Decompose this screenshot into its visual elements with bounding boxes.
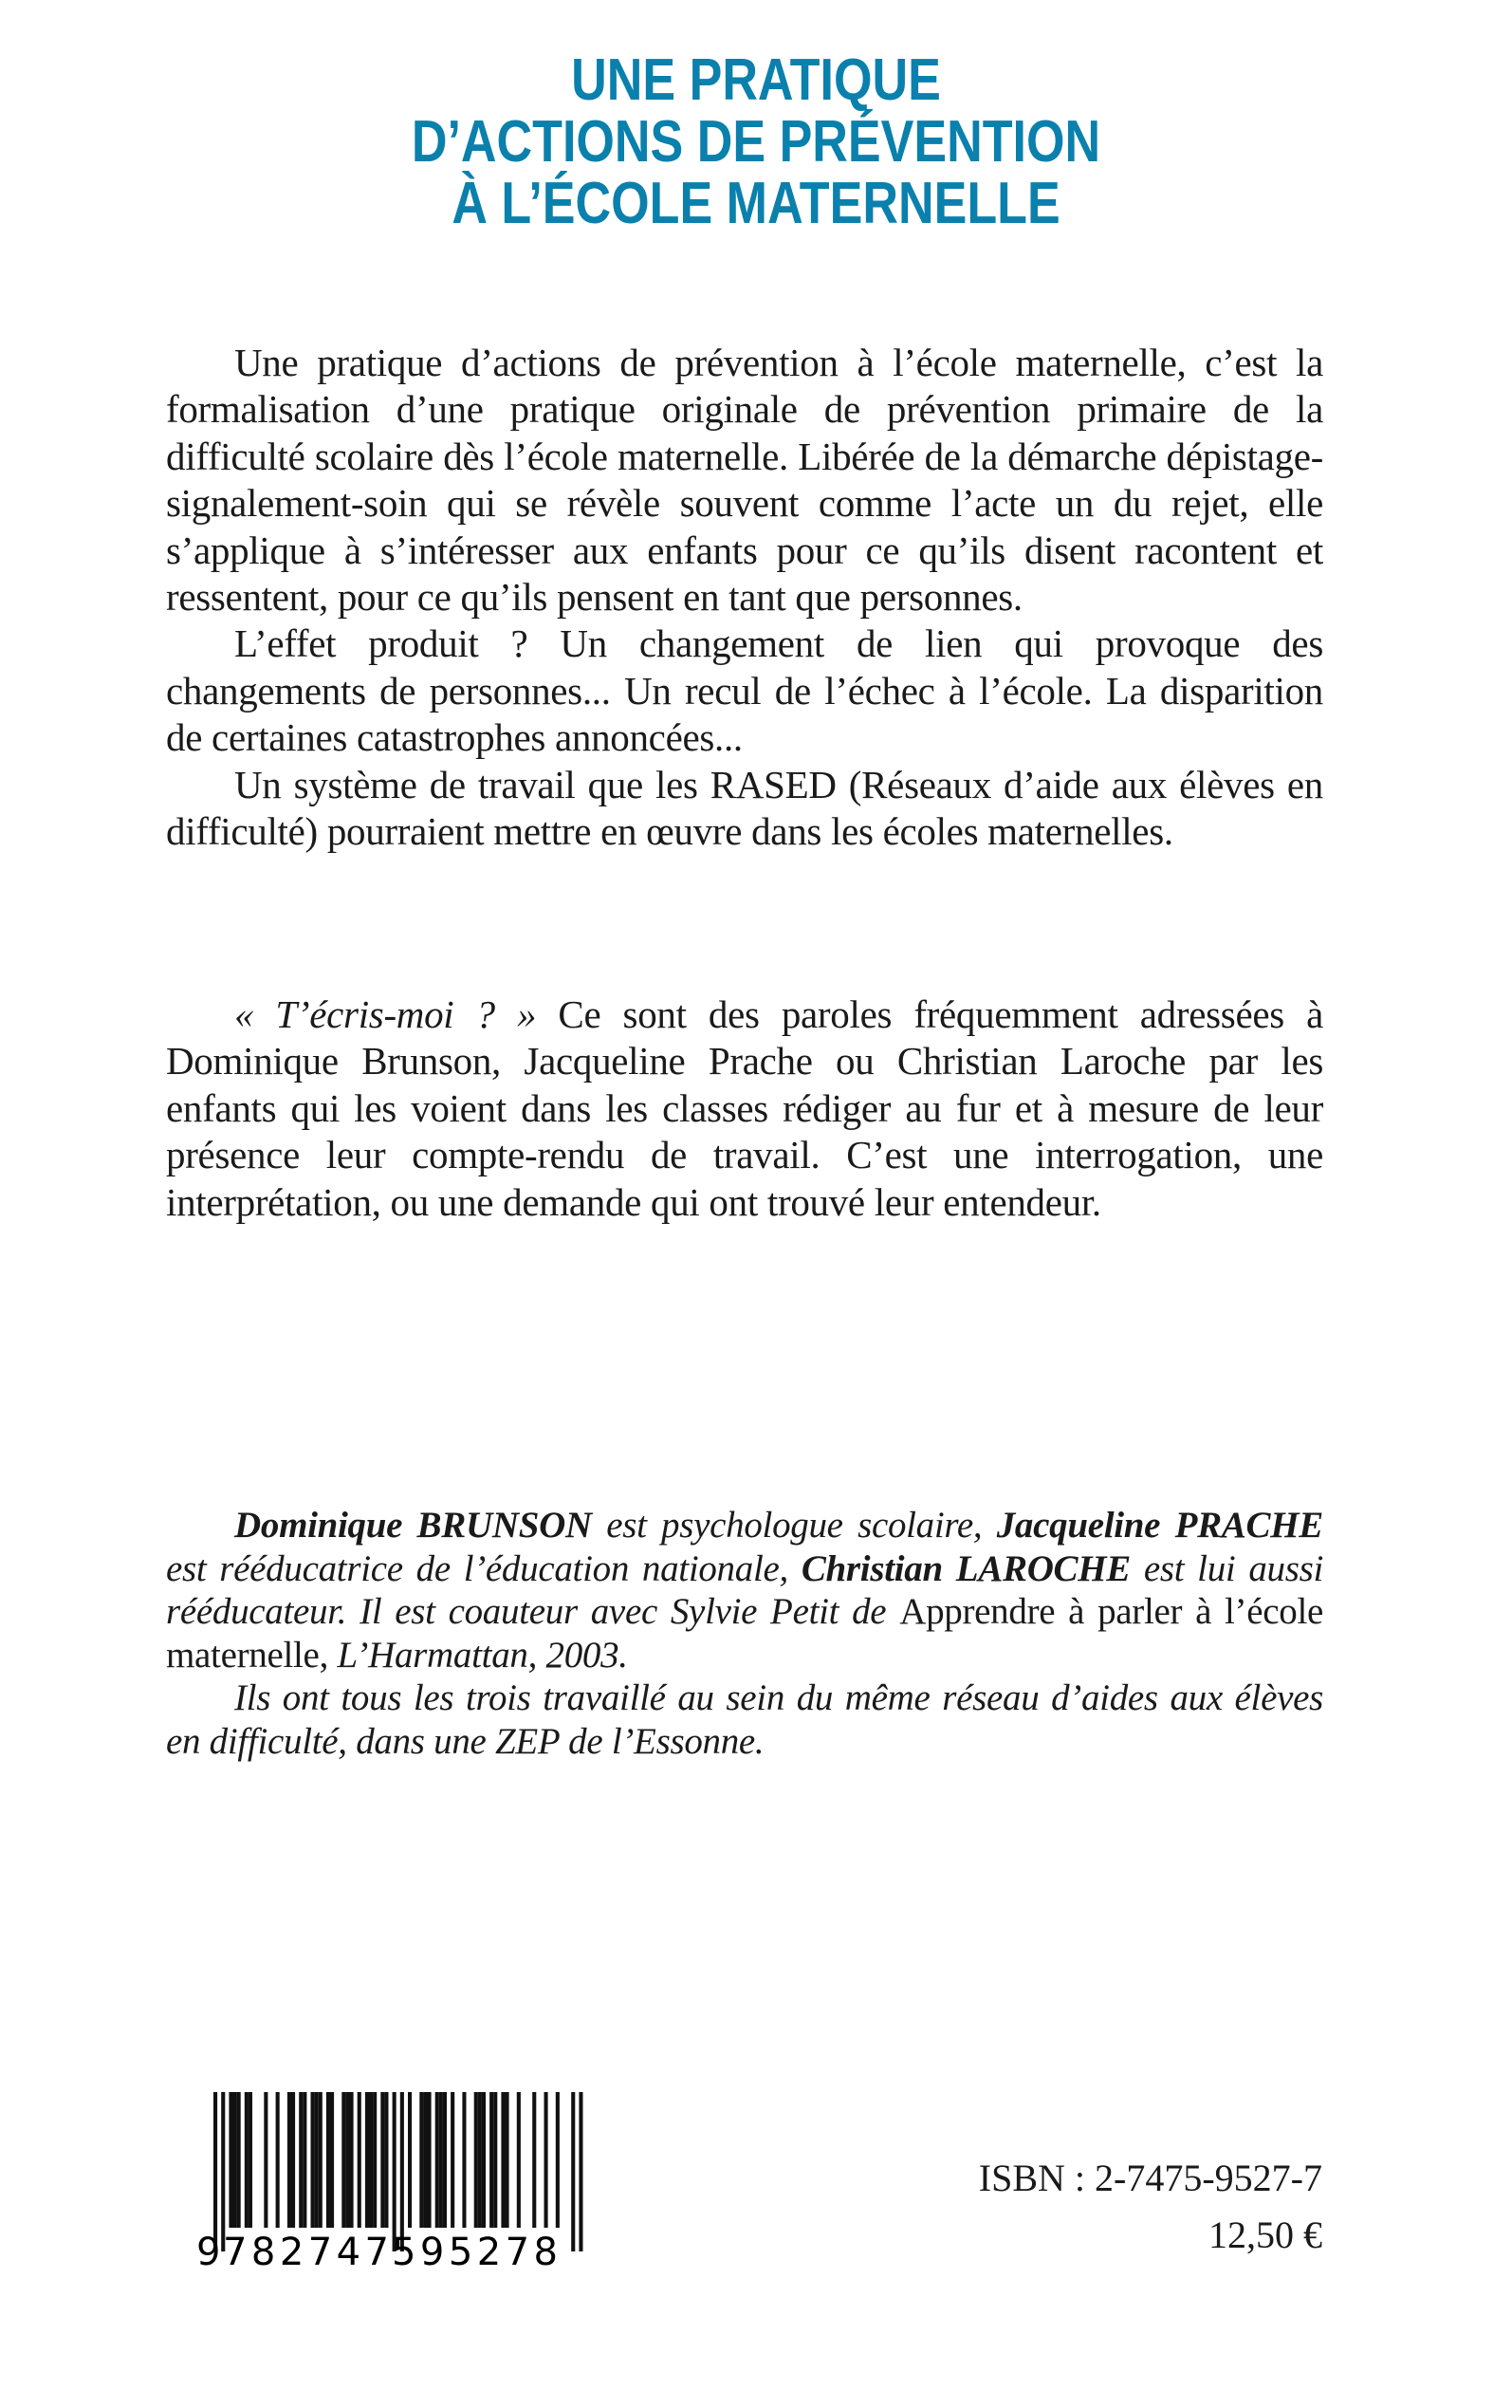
barcode-bar <box>419 2092 423 2228</box>
author-name: Christian LAROCHE <box>801 1547 1132 1589</box>
barcode-bar <box>264 2092 267 2228</box>
barcode-bar <box>493 2092 497 2228</box>
barcode-bar <box>439 2092 443 2228</box>
barcode-bar <box>544 2092 548 2228</box>
barcode-bar <box>350 2092 354 2228</box>
barcode-left-digits: 782747 <box>223 2231 389 2272</box>
barcode-bar <box>369 2092 373 2228</box>
barcode-bar <box>462 2092 466 2228</box>
barcode-bar <box>478 2092 482 2228</box>
barcode-bar <box>408 2092 412 2228</box>
barcode-bar <box>311 2092 315 2228</box>
barcode-bar <box>233 2092 237 2228</box>
barcode-bar <box>221 2092 225 2251</box>
barcode-bar <box>400 2092 404 2251</box>
barcode-bar <box>229 2092 232 2228</box>
barcode-bar <box>373 2092 377 2228</box>
quote-text: « T’écris-moi ? » <box>234 992 537 1036</box>
barcode-bar <box>532 2092 536 2228</box>
barcode-bar <box>501 2092 505 2228</box>
barcode-bar <box>482 2092 486 2228</box>
barcode-bar <box>276 2092 280 2228</box>
author-role: est rééducatrice de l’éducation nationale, <box>166 1547 802 1589</box>
barcode-bar <box>345 2092 349 2228</box>
author-bio <box>166 1504 1323 1763</box>
book-title <box>0 49 1512 234</box>
author-name: Jacqueline PRACHE <box>996 1505 1323 1546</box>
title-line-2: D’ACTIONS DE PRÉVENTION <box>411 109 1101 175</box>
barcode-first-digit: 9 <box>196 2231 221 2272</box>
barcode-right-digits: 595278 <box>392 2231 558 2272</box>
barcode-bar <box>380 2092 384 2228</box>
barcode-bar <box>556 2092 560 2228</box>
barcode-bar <box>326 2092 330 2228</box>
barcode-bar <box>249 2092 252 2228</box>
barcode-bar <box>393 2092 396 2251</box>
barcode-bar <box>299 2092 303 2228</box>
barcode-bar <box>341 2092 345 2228</box>
barcode-bar <box>506 2092 509 2228</box>
author-role: est lui aussi rééducateur. Il est coauteur avec Sylvie Petit de <box>166 1547 1324 1632</box>
barcode <box>194 2092 593 2272</box>
barcode-bar <box>303 2092 306 2228</box>
isbn: ISBN : 2-7475-9527-7 <box>978 2157 1322 2199</box>
summary-paragraph: Une pratique d’actions de prévention à l’école maternelle, c’est la formalisation d’une pratique originale de prévention primaire de la difficulté scolaire dès l’école maternelle. Libérée de la démarche dépistage-signalement-soin qui se révèle souvent comme l’acte un du rejet, elle s’applique à s’intéresser aux enfants pour ce qu’ils disent racontent et ressentent, pour ce qu’ils pensent en tant que personnes. <box>166 341 1323 620</box>
barcode-bar <box>517 2092 521 2228</box>
barcode-bar <box>428 2092 432 2228</box>
barcode-bar <box>443 2092 447 2228</box>
barcode-bar <box>451 2092 454 2228</box>
quote-paragraph <box>166 991 1323 1226</box>
barcode-bar <box>245 2092 249 2228</box>
barcode-bar <box>237 2092 241 2228</box>
author-role: est psychologue scolaire, <box>591 1505 997 1546</box>
barcode-bar <box>330 2092 334 2228</box>
barcode-bar <box>435 2092 439 2228</box>
barcode-bar <box>365 2092 369 2228</box>
quote-rest: Ce sont des paroles fréquemment adressées à Dominique Brunson, Jacqueline Prache ou Christian Laroche par les enfants qui les voient dans les classes rédiger au fur et à mesure de leur présence leur compte-rendu de travail. C’est une interrogation, une interprétation, ou une demande qui ont trouvé leur entendeur. <box>166 992 1323 1224</box>
book-reference: Apprendre à parler à l’école maternelle, <box>166 1591 1323 1676</box>
barcode-bar <box>489 2092 493 2228</box>
barcode-bar <box>579 2092 582 2251</box>
bio-paragraph: Ils ont tous les trois travaillé au sein du même réseau d’aides aux élèves en difficulté, dans une ZEP de l’Essonne. <box>166 1677 1323 1762</box>
barcode-bar <box>319 2092 323 2228</box>
barcode-bar <box>571 2092 575 2251</box>
title-line-3: À L’ÉCOLE MATERNELLE <box>452 171 1060 236</box>
author-name: Dominique BRUNSON <box>234 1505 592 1546</box>
title-line-1: UNE PRATIQUE <box>571 47 941 113</box>
publisher: L’Harmattan, 2003. <box>328 1634 628 1676</box>
summary <box>166 340 1323 855</box>
summary-paragraph: Un système de travail que les RASED (Réseaux d’aide aux élèves en difficulté) pourraient mettre en œuvre dans les écoles maternelles. <box>166 762 1323 854</box>
barcode-bar <box>315 2092 319 2228</box>
barcode-bar <box>423 2092 427 2228</box>
barcode-bar <box>213 2092 217 2251</box>
barcode-bar <box>474 2092 478 2228</box>
barcode-bar <box>358 2092 361 2228</box>
summary-paragraph: L’effet produit ? Un changement de lien qui provoque des changements de personnes... Un recul de l’échec à l’école. La disparition de certaines catastrophes annoncées... <box>166 621 1323 760</box>
barcode-bar <box>291 2092 295 2228</box>
barcode-bar <box>287 2092 291 2228</box>
price: 12,50 € <box>1208 2214 1322 2256</box>
barcode-bar <box>384 2092 388 2228</box>
